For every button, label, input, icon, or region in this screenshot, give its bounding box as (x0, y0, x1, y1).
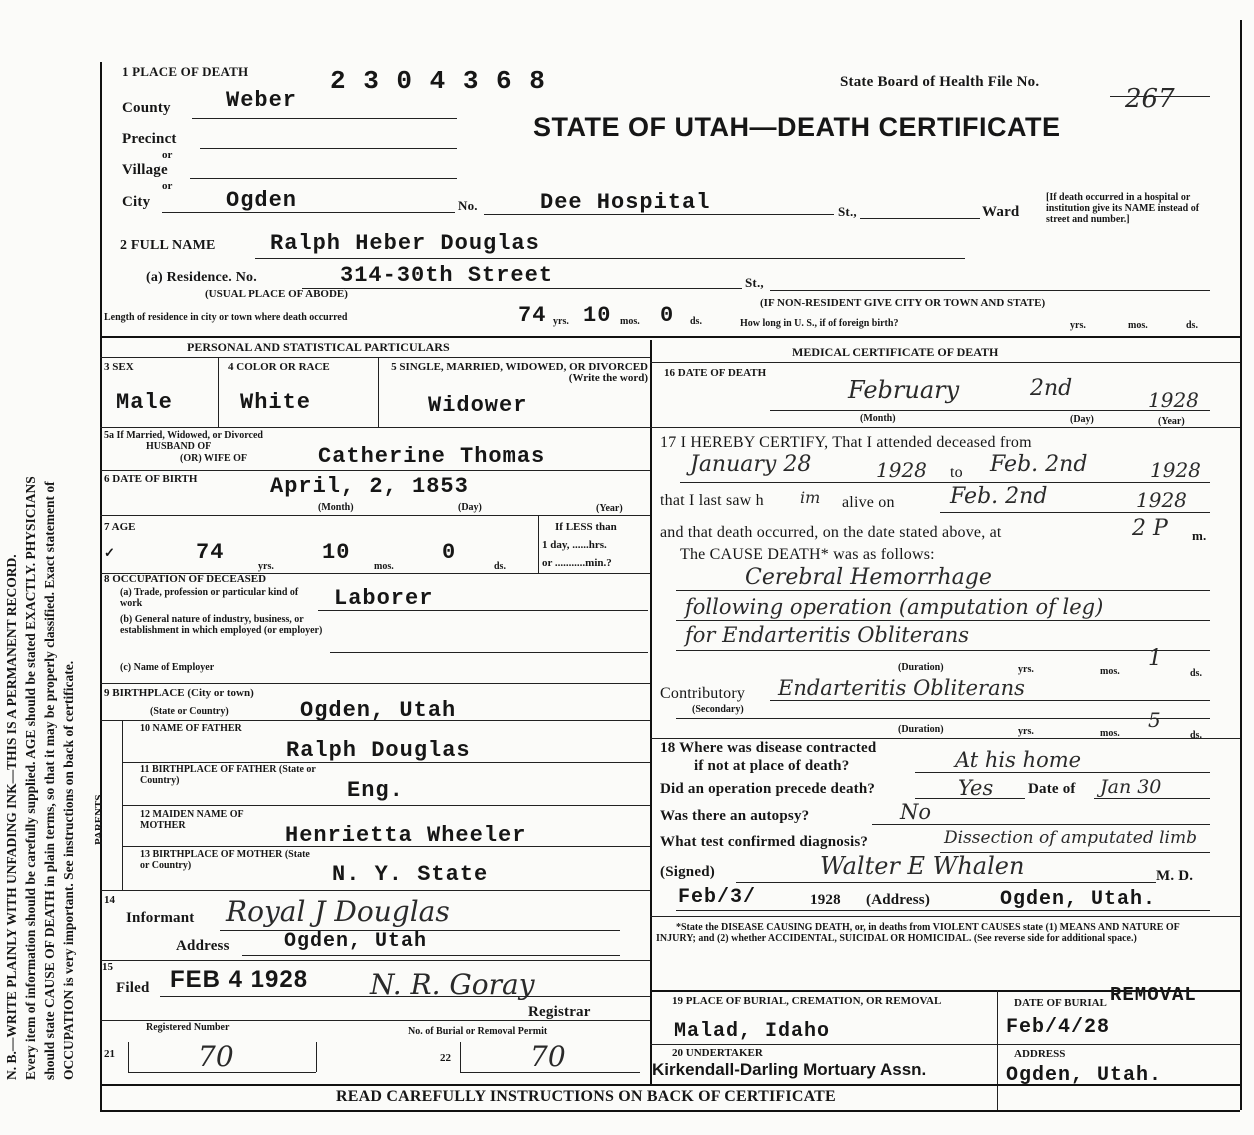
length-label: Length of residence in city or town where death occurred (104, 312, 348, 323)
operation-value: Yes (958, 776, 994, 800)
informant-address: Ogden, Utah (284, 930, 428, 953)
duration-mos-1: mos. (1100, 666, 1120, 677)
spouse-value: Catherine Thomas (318, 444, 546, 469)
undertaker-label: 20 UNDERTAKER (672, 1047, 763, 1059)
autopsy-label: Was there an autopsy? (660, 808, 810, 824)
burial-date-value: Feb/4/28 (1006, 1016, 1111, 1039)
spouse-label-2: HUSBAND OF (146, 441, 212, 452)
item-22-number: 22 (440, 1052, 451, 1064)
death-day-label: (Day) (1070, 414, 1094, 425)
duration-mos-2: mos. (1100, 728, 1120, 739)
where-contracted-sub: if not at place of death? (694, 758, 850, 774)
city-label: City (122, 194, 151, 210)
medical-section-title: MEDICAL CERTIFICATE OF DEATH (792, 345, 999, 359)
county-value: Weber (226, 88, 298, 113)
file-no: 267 (1125, 84, 1175, 114)
length-mos: 10 (583, 303, 612, 328)
occupation-a-label: (a) Trade, profession or particular kind of work (120, 587, 299, 609)
physician-signature: Walter E Whalen (820, 852, 1025, 880)
length-ds-label: ds. (690, 316, 702, 327)
length-yrs-label: yrs. (553, 316, 569, 327)
side-line-1: N. B.—WRITE PLAINLY WITH UNFADING INK—THIS IS A PERMANENT RECORD. (4, 554, 19, 1080)
personal-section-title: PERSONAL AND STATISTICAL PARTICULARS (187, 340, 450, 354)
informant-signature: Royal J Douglas (226, 895, 450, 928)
occupation-c-label: (c) Name of Employer (120, 662, 215, 673)
age-yrs: 74 (196, 540, 225, 565)
spouse-label-3: (OR) WIFE OF (180, 453, 248, 464)
test-value: Dissection of amputated limb (944, 828, 1197, 848)
cause-footnote: *State the DISEASE CAUSING DEATH, or, in deaths from VIOLENT CAUSES state (1) MEANS AND NATURE OF INJURY; and (2) whether ACCIDENTAL, SUICIDAL OR HOMICIDAL. (See reverse side for additional space.) (656, 922, 1180, 944)
duration-label-1: (Duration) (898, 662, 944, 673)
us-mos: mos. (1128, 320, 1148, 331)
md-label: M. D. (1156, 868, 1194, 884)
institution-note: [If death occurred in a hospital or institution give its NAME instead of street and number.] (1046, 192, 1200, 225)
informant-label: Informant (126, 910, 195, 926)
age-check: ✓ (104, 545, 116, 560)
attended-to-year: 1928 (1150, 458, 1201, 482)
death-day: 2nd (1030, 376, 1073, 401)
residence-value: 314-30th Street (340, 263, 554, 288)
no-label: No. (458, 198, 478, 213)
birthplace-sub-label: (State or Country) (150, 706, 229, 717)
item-15-number: 15 (102, 961, 113, 973)
county-label: County (122, 100, 171, 116)
burial-date-label: DATE OF BURIAL (1014, 997, 1107, 1009)
less-label-2: 1 day, ......hrs. (542, 539, 607, 551)
certificate-title: STATE OF UTAH—DEATH CERTIFICATE (533, 112, 1061, 142)
contributory-label: Contributory (660, 685, 746, 702)
death-month: February (848, 376, 960, 404)
length-ds: 0 (660, 303, 675, 328)
file-no-label: State Board of Health File No. (840, 74, 1040, 90)
less-label-1: If LESS than (555, 521, 617, 533)
dob-label: 6 DATE OF BIRTH (104, 473, 198, 485)
certify-text: 17 I HEREBY CERTIFY, That I attended deceased from (660, 434, 1032, 451)
birthplace-value: Ogden, Utah (300, 698, 457, 723)
burial-place-label: 19 PLACE OF BURIAL, CREMATION, OR REMOVAL (672, 995, 942, 1007)
residence-st-label: St., (745, 275, 764, 290)
dob-year-label: (Year) (596, 503, 623, 514)
filed-label: Filed (116, 980, 150, 996)
abode-note: (USUAL PLACE OF ABODE) (205, 288, 348, 300)
address-label: Address (176, 938, 230, 954)
date-of-death-label: 16 DATE OF DEATH (664, 367, 767, 379)
contributory-sub-label: (Secondary) (692, 704, 744, 715)
city-value: Ogden (226, 188, 298, 213)
full-name-label: 2 FULL NAME (120, 238, 216, 253)
test-label: What test confirmed diagnosis? (660, 834, 869, 850)
dob-month-label: (Month) (318, 502, 354, 513)
cause-line-3: for Endarteritis Obliterans (685, 623, 970, 647)
mother-birthplace-label: 13 BIRTHPLACE OF MOTHER (State or Country) (140, 849, 310, 871)
sex-value: Male (116, 390, 173, 415)
m-label: m. (1192, 528, 1207, 543)
side-instructions (0, 0, 90, 1135)
precinct-label: Precinct (122, 131, 177, 147)
last-saw-text: that I last saw h (660, 492, 764, 509)
marital-value: Widower (428, 393, 528, 418)
item-14-number: 14 (104, 894, 115, 906)
signed-address-label: (Address) (866, 892, 931, 908)
father-value: Ralph Douglas (286, 738, 471, 763)
attended-to: Feb. 2nd (990, 452, 1088, 477)
registrar-label: Registrar (528, 1004, 591, 1020)
age-ds: 0 (442, 540, 457, 565)
undertaker-value: Kirkendall-Darling Mortuary Assn. (652, 1060, 927, 1079)
removal-stamp: REMOVAL (1110, 984, 1197, 1006)
mother-label: 12 MAIDEN NAME OF MOTHER (140, 809, 244, 831)
contributory-value: Endarteritis Obliterans (778, 676, 1025, 700)
signed-year: 1928 (810, 892, 841, 908)
village-label: Village (122, 162, 168, 178)
burial-permit-number-label: No. of Burial or Removal Permit (408, 1026, 548, 1037)
where-contracted-value: At his home (955, 748, 1082, 772)
attended-from: January 28 (690, 452, 812, 477)
st-label: St., (838, 204, 857, 219)
serial-number: 2 3 0 4 3 6 8 (330, 66, 546, 96)
us-yrs: yrs. (1070, 320, 1086, 331)
item-21-number: 21 (104, 1048, 115, 1060)
filed-stamp: FEB 4 1928 (170, 966, 309, 993)
street-no-value: Dee Hospital (540, 190, 711, 215)
alive-on-text: alive on (842, 494, 895, 511)
duration-yrs-2: yrs. (1018, 726, 1034, 737)
signed-address: Ogden, Utah. (1000, 888, 1157, 911)
nonresident-note: (IF NON-RESIDENT GIVE CITY OR TOWN AND STATE) (760, 297, 1046, 309)
burial-permit-number: 70 (530, 1040, 566, 1073)
age-mos: 10 (322, 540, 351, 565)
color-label: 4 COLOR OR RACE (228, 361, 330, 373)
side-line-2: Every item of information should be carefully supplied. AGE should be stated EXACTLY. PHYSICIANS (23, 476, 38, 1080)
spouse-label-1: 5a If Married, Widowed, or Divorced (104, 430, 263, 441)
father-birthplace-label: 11 BIRTHPLACE OF FATHER (State or Country) (140, 764, 316, 786)
burial-place-value: Malad, Idaho (674, 1020, 831, 1043)
registered-number: 70 (198, 1040, 234, 1073)
or-label-2: or (162, 180, 173, 192)
death-occurred-text: and that death occurred, on the date stated above, at (660, 524, 1002, 541)
cause-line-2: following operation (amputation of leg) (685, 595, 1104, 619)
duration-yrs-1: yrs. (1018, 664, 1034, 675)
occupation-label: 8 OCCUPATION OF DECEASED (104, 573, 267, 585)
age-ds-label: ds. (494, 561, 506, 572)
less-label-3: or ...........min.? (542, 557, 612, 569)
dob-day-label: (Day) (458, 502, 482, 513)
place-of-death-label: 1 PLACE OF DEATH (122, 64, 249, 79)
parents-label: PARENTS (93, 794, 105, 845)
operation-date: Jan 30 (1100, 776, 1162, 798)
duration-ds-2: ds. (1190, 730, 1202, 741)
last-saw-pronoun: im (800, 488, 821, 507)
age-yrs-label: yrs. (258, 561, 274, 572)
cause-label: The CAUSE DEATH* was as follows: (680, 546, 935, 563)
duration-ds-1: ds. (1190, 668, 1202, 679)
us-ds: ds. (1186, 320, 1198, 331)
signed-label: (Signed) (660, 864, 715, 880)
mother-value: Henrietta Wheeler (285, 823, 527, 848)
side-line-3: should state CAUSE OF DEATH in plain terms, so that it may be properly classified. Exact statement of (42, 481, 57, 1080)
death-year-label: (Year) (1158, 416, 1185, 427)
length-mos-label: mos. (620, 316, 640, 327)
attended-from-year: 1928 (876, 458, 927, 482)
occupation-value: Laborer (334, 586, 434, 611)
to-label: to (950, 464, 963, 481)
side-line-4: OCCUPATION is very important. See instructions on back of certificate. (61, 660, 76, 1080)
operation-label: Did an operation precede death? (660, 781, 876, 797)
last-saw-date: Feb. 2nd (950, 484, 1048, 509)
full-name-value: Ralph Heber Douglas (270, 231, 540, 256)
duration-label-2: (Duration) (898, 724, 944, 735)
length-yrs: 74 (518, 303, 547, 328)
marital-label: 5 SINGLE, MARRIED, WIDOWED, OR DIVORCED (Write the word) (391, 361, 648, 384)
registered-number-label: Registered Number (146, 1022, 230, 1033)
undertaker-address: Ogden, Utah. (1006, 1064, 1163, 1087)
autopsy-value: No (900, 800, 932, 824)
occupation-b-label: (b) General nature of industry, business, or establishment in which employed (or employer) (120, 614, 323, 636)
duration-mos-value-2: 5 (1148, 708, 1161, 732)
last-saw-year: 1928 (1136, 488, 1187, 512)
us-label: How long in U. S., if of foreign birth? (740, 318, 899, 329)
footer-instructions: READ CAREFULLY INSTRUCTIONS ON BACK OF CERTIFICATE (336, 1088, 836, 1105)
color-value: White (240, 390, 312, 415)
operation-date-label: Date of (1028, 781, 1076, 797)
residence-label: (a) Residence. No. (146, 270, 257, 285)
death-month-label: (Month) (860, 413, 896, 424)
dob-value: April, 2, 1853 (270, 474, 469, 499)
death-time: 2 P (1132, 516, 1168, 541)
age-mos-label: mos. (374, 561, 394, 572)
or-label-1: or (162, 149, 173, 161)
where-contracted-label: 18 Where was disease contracted (660, 740, 877, 756)
birthplace-label: 9 BIRTHPLACE (City or town) (104, 687, 254, 699)
cause-line-1: Cerebral Hemorrhage (745, 565, 992, 590)
father-birthplace-value: Eng. (347, 778, 404, 803)
duration-mos-value-1: 1 (1148, 646, 1162, 671)
signed-date: Feb/3/ (678, 886, 757, 909)
ward-label: Ward (982, 204, 1020, 220)
registrar-signature: N. R. Goray (370, 968, 535, 1001)
sex-label: 3 SEX (104, 361, 134, 373)
mother-birthplace-value: N. Y. State (332, 862, 489, 887)
undertaker-address-label: ADDRESS (1014, 1048, 1066, 1060)
death-year: 1928 (1148, 388, 1199, 412)
age-label: 7 AGE (104, 521, 136, 533)
father-label: 10 NAME OF FATHER (140, 723, 242, 734)
